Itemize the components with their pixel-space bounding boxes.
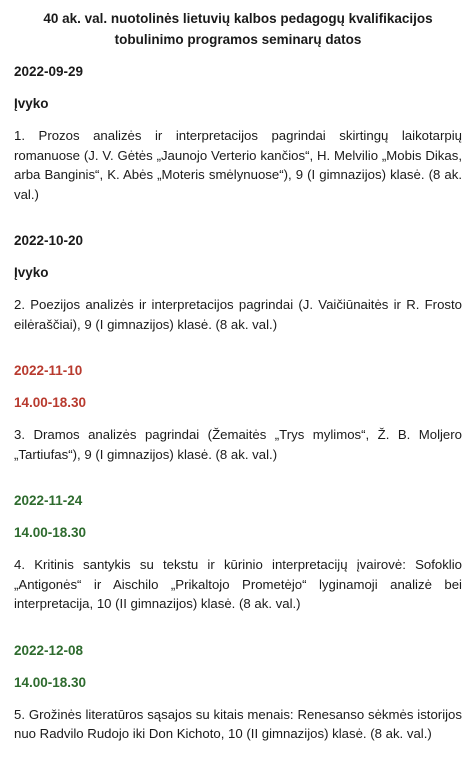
session-description: 3. Dramos analizės pagrindai (Žemaitės „Trys mylimos“, Ž. B. Moljero „Tartiufas“), 9 (I gimnazijos) klasė. (8 ak. val.) bbox=[14, 427, 462, 462]
divider-space bbox=[14, 204, 462, 232]
session-date: 2022-09-29 bbox=[14, 64, 84, 79]
divider-space bbox=[14, 464, 462, 492]
divider-space bbox=[14, 334, 462, 362]
session-3 bbox=[14, 362, 462, 464]
session-description: 2. Poezijos analizės ir interpretacijos pagrindai (J. Vaičiūnaitės ir R. Frosto eilėraščiai), 9 (I gimnazijos) klasė. (8 ak. val.) bbox=[14, 297, 462, 332]
document-title: 40 ak. val. nuotolinės lietuvių kalbos pedagogų kvalifikacijos tobulinimo programos seminarų datos bbox=[43, 11, 433, 47]
session-time: 14.00-18.30 bbox=[14, 674, 87, 690]
session-date: 2022-11-10 bbox=[14, 363, 83, 378]
session-time: 14.00-18.30 bbox=[14, 395, 87, 410]
session-date: 2022-11-24 bbox=[14, 493, 83, 508]
session-2 bbox=[14, 232, 462, 334]
session-description: 4. Kritinis santykis su tekstu ir kūrinio interpretacijų įvairovė: Sofoklio „Antigonės“ ir Aischilo „Prikaltojo Prometėjo“ lyginamoji analizė bei interpretacija, 10 (II gimnazijos) klasė. (8 ak. val.) bbox=[14, 557, 462, 611]
session-date: 2022-10-20 bbox=[14, 233, 84, 248]
session-4 bbox=[14, 492, 462, 614]
session-1 bbox=[14, 63, 462, 204]
session-date: 2022-12-08 bbox=[14, 642, 84, 658]
session-status: Įvyko bbox=[14, 265, 49, 280]
session-status: Įvyko bbox=[14, 96, 49, 111]
divider-space bbox=[14, 614, 462, 642]
session-description: 1. Prozos analizės ir interpretacijos pagrindai skirtingų laikotarpių romanuose (J. V. Gėtės „Jaunojo Verterio kančios“, H. Melvilio „Mobis Dikas, arba Banginis“, K. Abės „Moteris smėlynuose“), 9 (I gimnazijos) klasė. (8 ak. val.) bbox=[14, 128, 462, 202]
session-5 bbox=[14, 642, 462, 744]
session-time: 14.00-18.30 bbox=[14, 525, 87, 540]
session-description: 5. Grožinės literatūros sąsajos su kitais menais: Renesanso sėkmės istorijos nuo Radvilo Rudojo iki Don Kichoto, 10 (II gimnazijos) klasė. (8 ak. val.) bbox=[14, 706, 462, 741]
